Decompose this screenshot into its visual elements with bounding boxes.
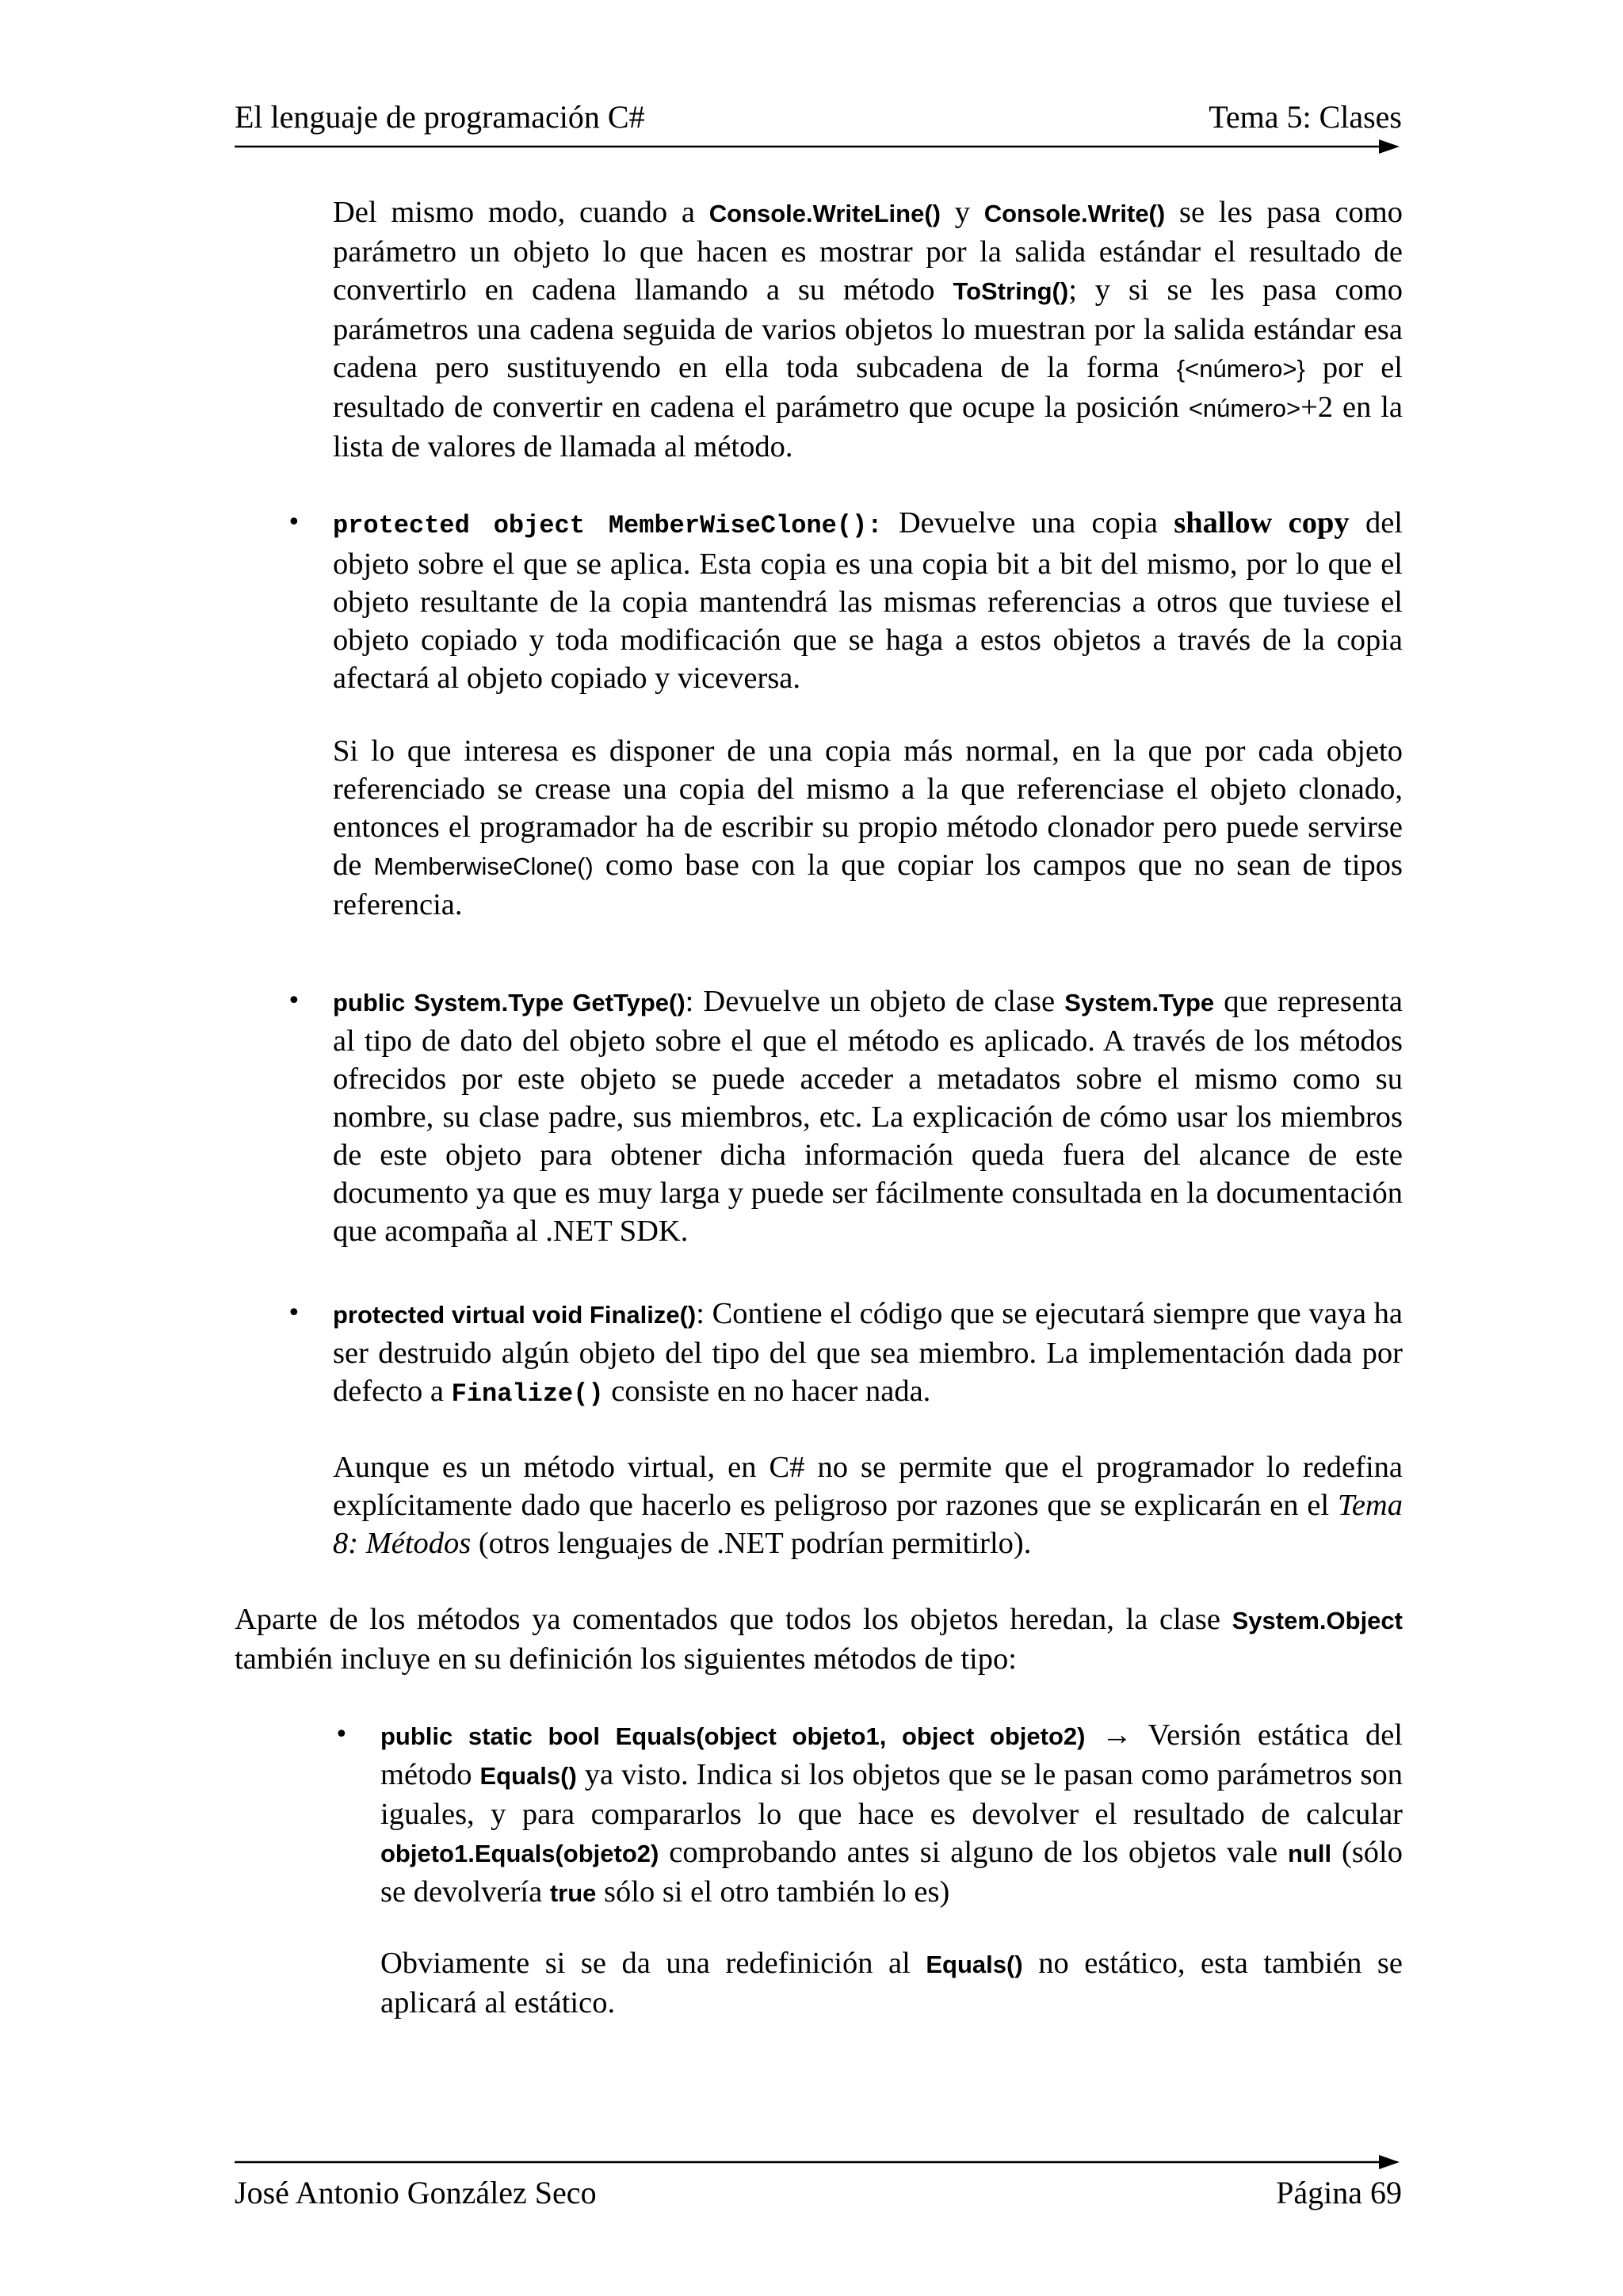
bullet-icon: • [287,509,301,536]
code-console-write: Console.Write() [983,200,1166,227]
bullet-icon: • [334,1721,349,1749]
bullet-icon: • [287,987,301,1015]
footer-page-number: Página 69 [1276,2175,1402,2210]
list-item-static-equals: public static bool Equals(object objeto1, object objeto2) → Versión estática del método Equals() ya visto. Indica si los objetos que se le pasan como parámetros son iguales, y para compararlos lo que hace es devolver el resultado de calcular objeto1.Equals(objeto2) comprobando antes si alguno de los objetos vale null (sólo se devolvería true sólo si el otro también lo es) [380,1718,1403,1909]
term-shallow-copy: shallow copy [1174,506,1350,540]
header-chapter-title: Tema 5: Clases [1209,99,1402,135]
code-finalize-signature: protected virtual void Finalize() [333,1301,697,1329]
footer-arrow-rule [235,2152,1400,2172]
bullet-icon: • [287,1299,301,1327]
code-null: null [1288,1840,1332,1867]
code-numero-placeholder: {<número>} [1176,355,1305,383]
code-system-type: System.Type [1064,989,1215,1016]
header-book-title: El lenguaje de programación C# [235,99,645,135]
code-gettype-signature: public System.Type GetType() [333,989,685,1016]
list-item-gettype: public System.Type GetType(): Devuelve un objeto de clase System.Type que representa al tipo de dato del objeto sobre el que el método es aplicado. A través de los métodos ofrecidos por este objeto se puede acceder a metadatos sobre el mismo como su nombre, su clase padre, sus miembros, etc. La explicación de cómo usar los miembros de este objeto para obtener dicha información queda fuera del alcance de este documento ya que es muy larga y puede ser fácilmente consultada en la documentación que acompaña al .NET SDK. [333,985,1403,1248]
code-equals-nonstatic: Equals() [926,1951,1023,1978]
header-arrow-rule [235,136,1400,157]
paragraph-equals-detail: Obviamente si se da una redefinición al Equals() no estático, esta también se aplicará al estático. [380,1947,1403,2019]
right-arrow-icon: → [1102,1718,1132,1752]
code-equals: Equals() [479,1762,577,1790]
code-memberwiseclone: MemberwiseClone() [373,852,594,880]
code-numero: <número> [1188,395,1301,422]
paragraph-console-write: Del mismo modo, cuando a Console.WriteLine() y Console.Write() se les pasa como parámetro un objeto lo que hacen es mostrar por la salida estándar el resultado de convertirlo en cadena llamando a su método ToString(); y si se les pasa como parámetros una cadena seguida de varios objetos lo muestran por la salida estándar esa cadena pero sustituyendo en ella toda subcadena de la forma {<número>} por el resultado de convertir en cadena el parámetro que ocupe la posición <número>+2 en la lista de valores de llamada al método. [333,196,1403,463]
code-system-object: System.Object [1232,1607,1403,1634]
footer-author: José Antonio González Seco [235,2175,597,2210]
code-finalize: Finalize() [451,1379,604,1409]
code-objeto1-equals: objeto1.Equals(objeto2) [380,1840,659,1867]
paragraph-aparte: Aparte de los métodos ya comentados que todos los objetos heredan, la clase System.Object también incluye en su definición los siguientes métodos de tipo: [235,1603,1403,1676]
list-item-memberwiseclone: protected object MemberWiseClone(): Devuelve una copia shallow copy del objeto sobre el que se aplica. Esta copia es una copia bit a bit del mismo, por lo que el objeto resultante de la copia mantendrá las mismas referencias a otros que tuviese el objeto copiado y toda modificación que se haga a estos objetos a través de la copia afectará al objeto copiado y viceversa. [333,506,1403,695]
list-item-finalize: protected virtual void Finalize(): Contiene el código que se ejecutará siempre que vaya ha ser destruido algún objeto del tipo del que sea miembro. La implementación dada por defecto a Finalize() consiste en no hacer nada. [333,1297,1403,1409]
paragraph-memberwiseclone-detail: Si lo que interesa es disponer de una copia más normal, en la que por cada objeto referenciado se crease una copia del mismo a la que referenciase el objeto clonado, entonces el programador ha de escribir su propio método clonador pero puede servirse de MemberwiseClone() como base con la que copiar los campos que no sean de tipos referencia. [333,734,1403,921]
code-console-writeline: Console.WriteLine() [708,200,941,227]
code-static-equals-signature: public static bool Equals(object objeto1, object objeto2) [380,1722,1086,1750]
paragraph-finalize-detail: Aunque es un método virtual, en C# no se permite que el programador lo redefina explícitamente dado que hacerlo es peligroso por razones que se explicarán en el Tema 8: Métodos (otros lenguajes de .NET podrían permitirlo). [333,1451,1403,1560]
code-tostring: ToString() [953,277,1069,305]
code-memberwiseclone-signature: protected object MemberWiseClone(): [333,511,883,540]
reference-tema-8: Tema 8: Métodos [333,1489,1403,1560]
code-true: true [549,1879,597,1907]
